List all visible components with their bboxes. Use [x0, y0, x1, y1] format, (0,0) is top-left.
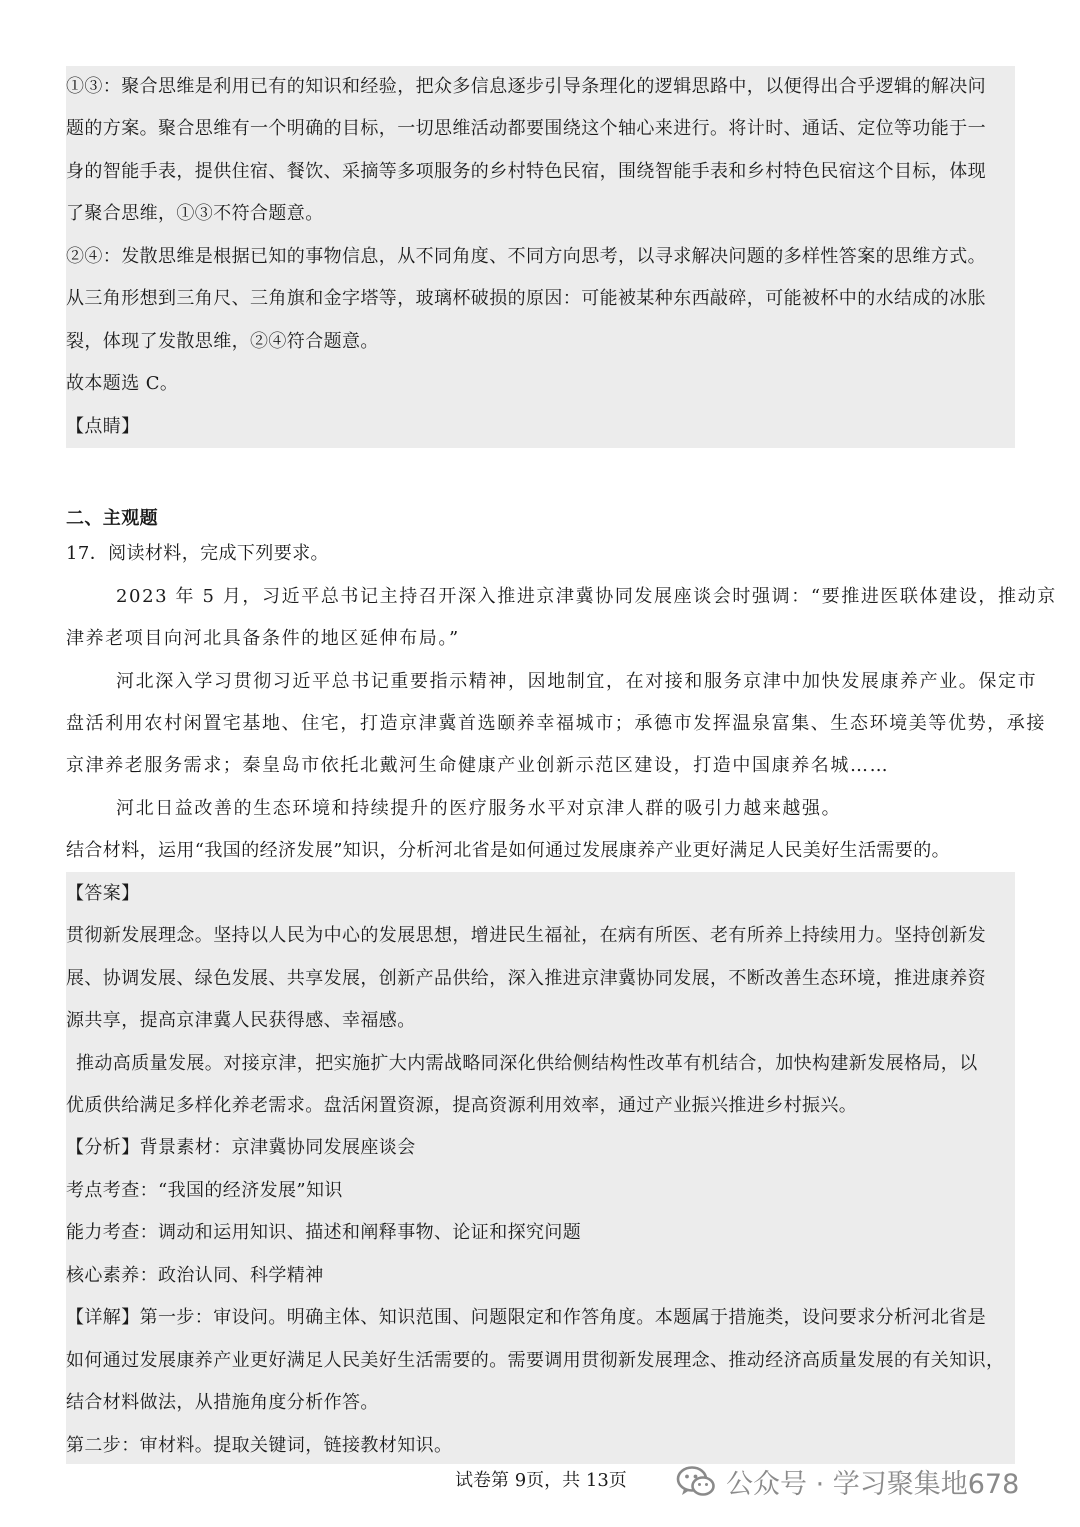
text-line: 能力考查：调动和运用知识、描述和阐释事物、论证和探究问题 [66, 1222, 582, 1243]
material-line: 京津养老服务需求；秦皇岛市依托北戴河生命健康产业创新示范区建设，打造中国康养名城…… [66, 755, 890, 776]
text-line: 核心素养：政治认同、科学精神 [66, 1265, 324, 1286]
text-line: 推动高质量发展。对接京津，把实施扩大内需战略同深化供给侧结构性改革有机结合，加快构建新发展格局，以 [76, 1053, 978, 1074]
material-line: 河北深入学习贯彻习近平总书记重要指示精神，因地制宜，在对接和服务京津中加快发展康养产业。保定市 [116, 671, 1038, 692]
text-line: ②④：发散思维是根据已知的事物信息，从不同角度、不同方向思考，以寻求解决问题的多样性答案的思维方式。 [66, 246, 986, 267]
material-line: 盘活利用农村闲置宅基地、住宅，打造京津冀首选颐养幸福城市；承德市发挥温泉富集、生态环境美等优势，承接 [66, 713, 1046, 734]
text-line: 考点考查：“我国的经济发展”知识 [66, 1180, 343, 1201]
material-line: 津养老项目向河北具备条件的地区延伸布局。” [66, 628, 460, 649]
page-footer: 试卷第 9页，共 13页 [455, 1470, 627, 1491]
text-line: 展、协调发展、绿色发展、共享发展，创新产品供给，深入推进京津冀协同发展，不断改善生态环境，推进康养资 [66, 968, 986, 989]
text-line: 如何通过发展康养产业更好满足人民美好生活需要的。需要调用贯彻新发展理念、推动经济高质量发展的有关知识， [66, 1350, 1005, 1371]
text-line: ①③：聚合思维是利用已有的知识和经验，把众多信息逐步引导条理化的逻辑思路中，以便得出合乎逻辑的解决问 [66, 76, 986, 97]
tip-heading: 【点睛】 [66, 416, 140, 437]
solution-shade-bottom [66, 872, 1015, 1464]
text-line: 了聚合思维，①③不符合题意。 [66, 203, 324, 224]
text-line: 优质供给满足多样化养老需求。盘活闲置资源，提高资源利用效率，通过产业振兴推进乡村振兴。 [66, 1095, 858, 1116]
question-line: 17．阅读材料，完成下列要求。 [66, 543, 329, 564]
wechat-icon [676, 1465, 716, 1499]
requirement-line: 结合材料，运用“我国的经济发展”知识，分析河北省是如何通过发展康养产业更好满足人民美好生活需要的。 [66, 840, 950, 861]
detail-line: 【详解】第一步：审设问。明确主体、知识范围、问题限定和作答角度。本题属于措施类，设问要求分析河北省是 [66, 1307, 986, 1328]
material-line: 河北日益改善的生态环境和持续提升的医疗服务水平对京津人群的吸引力越来越强。 [116, 798, 842, 819]
text-line: 题的方案。聚合思维有一个明确的目标，一切思维活动都要围绕这个轴心来进行。将计时、通话、定位等功能于一 [66, 118, 986, 139]
text-line: 第二步：审材料。提取关键词，链接教材知识。 [66, 1435, 453, 1456]
analysis-line: 【分析】背景素材：京津冀协同发展座谈会 [66, 1137, 416, 1158]
text-line: 故本题选 C。 [66, 373, 179, 394]
text-line: 身的智能手表，提供住宿、餐饮、采摘等多项服务的乡村特色民宿，围绕智能手表和乡村特色民宿这个目标，体现 [66, 161, 986, 182]
text-line: 源共享，提高京津冀人民获得感、幸福感。 [66, 1010, 416, 1031]
material-line: 2023 年 5 月，习近平总书记主持召开深入推进京津冀协同发展座谈会时强调：“要推进医联体建设，推动京 [116, 586, 1057, 607]
watermark-text: 公众号 · 学习聚集地678 [726, 1469, 1020, 1500]
answer-heading: 【答案】 [66, 883, 140, 904]
text-line: 贯彻新发展理念。坚持以人民为中心的发展思想，增进民生福祉，在病有所医、老有所养上持续用力。坚持创新发 [66, 925, 986, 946]
text-line: 裂，体现了发散思维，②④符合题意。 [66, 331, 379, 352]
text-line: 结合材料做法，从措施角度分析作答。 [66, 1392, 379, 1413]
text-line: 从三角形想到三角尺、三角旗和金字塔等，玻璃杯破损的原因：可能被某种东西敲碎，可能被杯中的水结成的冰胀 [66, 288, 986, 309]
watermark [676, 1462, 1019, 1501]
section-title: 二、主观题 [66, 508, 158, 529]
